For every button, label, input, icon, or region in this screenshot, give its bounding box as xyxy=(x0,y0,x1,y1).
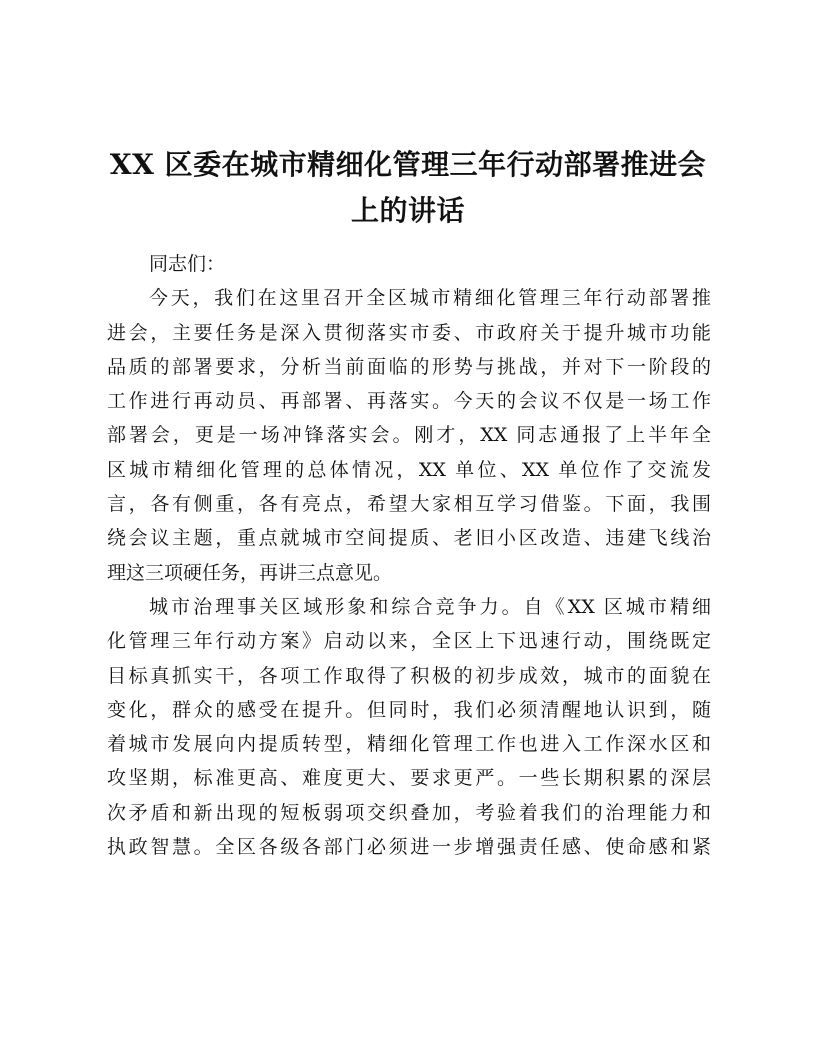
title-line-2: 上的讲话 xyxy=(350,194,465,227)
paragraph-line: 进会，主要任务是深入贯彻落实市委、市政府关于提升城市功能 xyxy=(107,321,711,344)
paragraph-line: 区城市精细化管理的总体情况，XX 单位、XX 单位作了交流发 xyxy=(107,458,711,481)
paragraph-line: 今天，我们在这里召开全区城市精细化管理三年行动部署推 xyxy=(149,287,711,310)
paragraph-line: 攻坚期，标准更高、难度更大、要求更严。一些长期积累的深层 xyxy=(107,767,711,790)
salutation: 同志们： xyxy=(149,253,226,275)
paragraph-line: 目标真抓实干，各项工作取得了积极的初步成效，城市的面貌在 xyxy=(107,664,711,687)
document-title xyxy=(100,142,716,234)
paragraph-2 xyxy=(107,590,711,864)
paragraph-line: 城市治理事关区域形象和综合竞争力。自《XX 区城市精细 xyxy=(149,595,711,618)
paragraph-line: 工作进行再动员、再部署、再落实。今天的会议不仅是一场工作 xyxy=(107,390,711,413)
paragraph-line: 化管理三年行动方案》启动以来，全区上下迅速行动，围绕既定 xyxy=(107,630,711,653)
paragraph-line: 品质的部署要求，分析当前面临的形势与挑战，并对下一阶段的 xyxy=(107,355,711,378)
paragraph-line: 着城市发展向内提质转型，精细化管理工作也进入工作深水区和 xyxy=(107,733,711,756)
paragraph-line: 部署会，更是一场冲锋落实会。刚才，XX 同志通报了上半年全 xyxy=(107,424,711,447)
document-body xyxy=(107,247,711,864)
paragraph-line: 理这三项硬任务，再讲三点意见。 xyxy=(107,561,393,584)
paragraph-line: 执政智慧。全区各级各部门必须进一步增强责任感、使命感和紧 xyxy=(107,836,711,859)
paragraph-line: 言，各有侧重，各有亮点，希望大家相互学习借鉴。下面，我围 xyxy=(107,493,711,516)
paragraph-1 xyxy=(107,281,711,590)
paragraph-line: 绕会议主题，重点就城市空间提质、老旧小区改造、违建飞线治 xyxy=(107,527,711,550)
paragraph-line: 次矛盾和新出现的短板弱项交织叠加，考验着我们的治理能力和 xyxy=(107,801,711,824)
title-line-1: XX 区委在城市精细化管理三年行动部署推进会 xyxy=(109,148,707,181)
paragraph-line: 变化，群众的感受在提升。但同时，我们必须清醒地认识到，随 xyxy=(107,698,711,721)
